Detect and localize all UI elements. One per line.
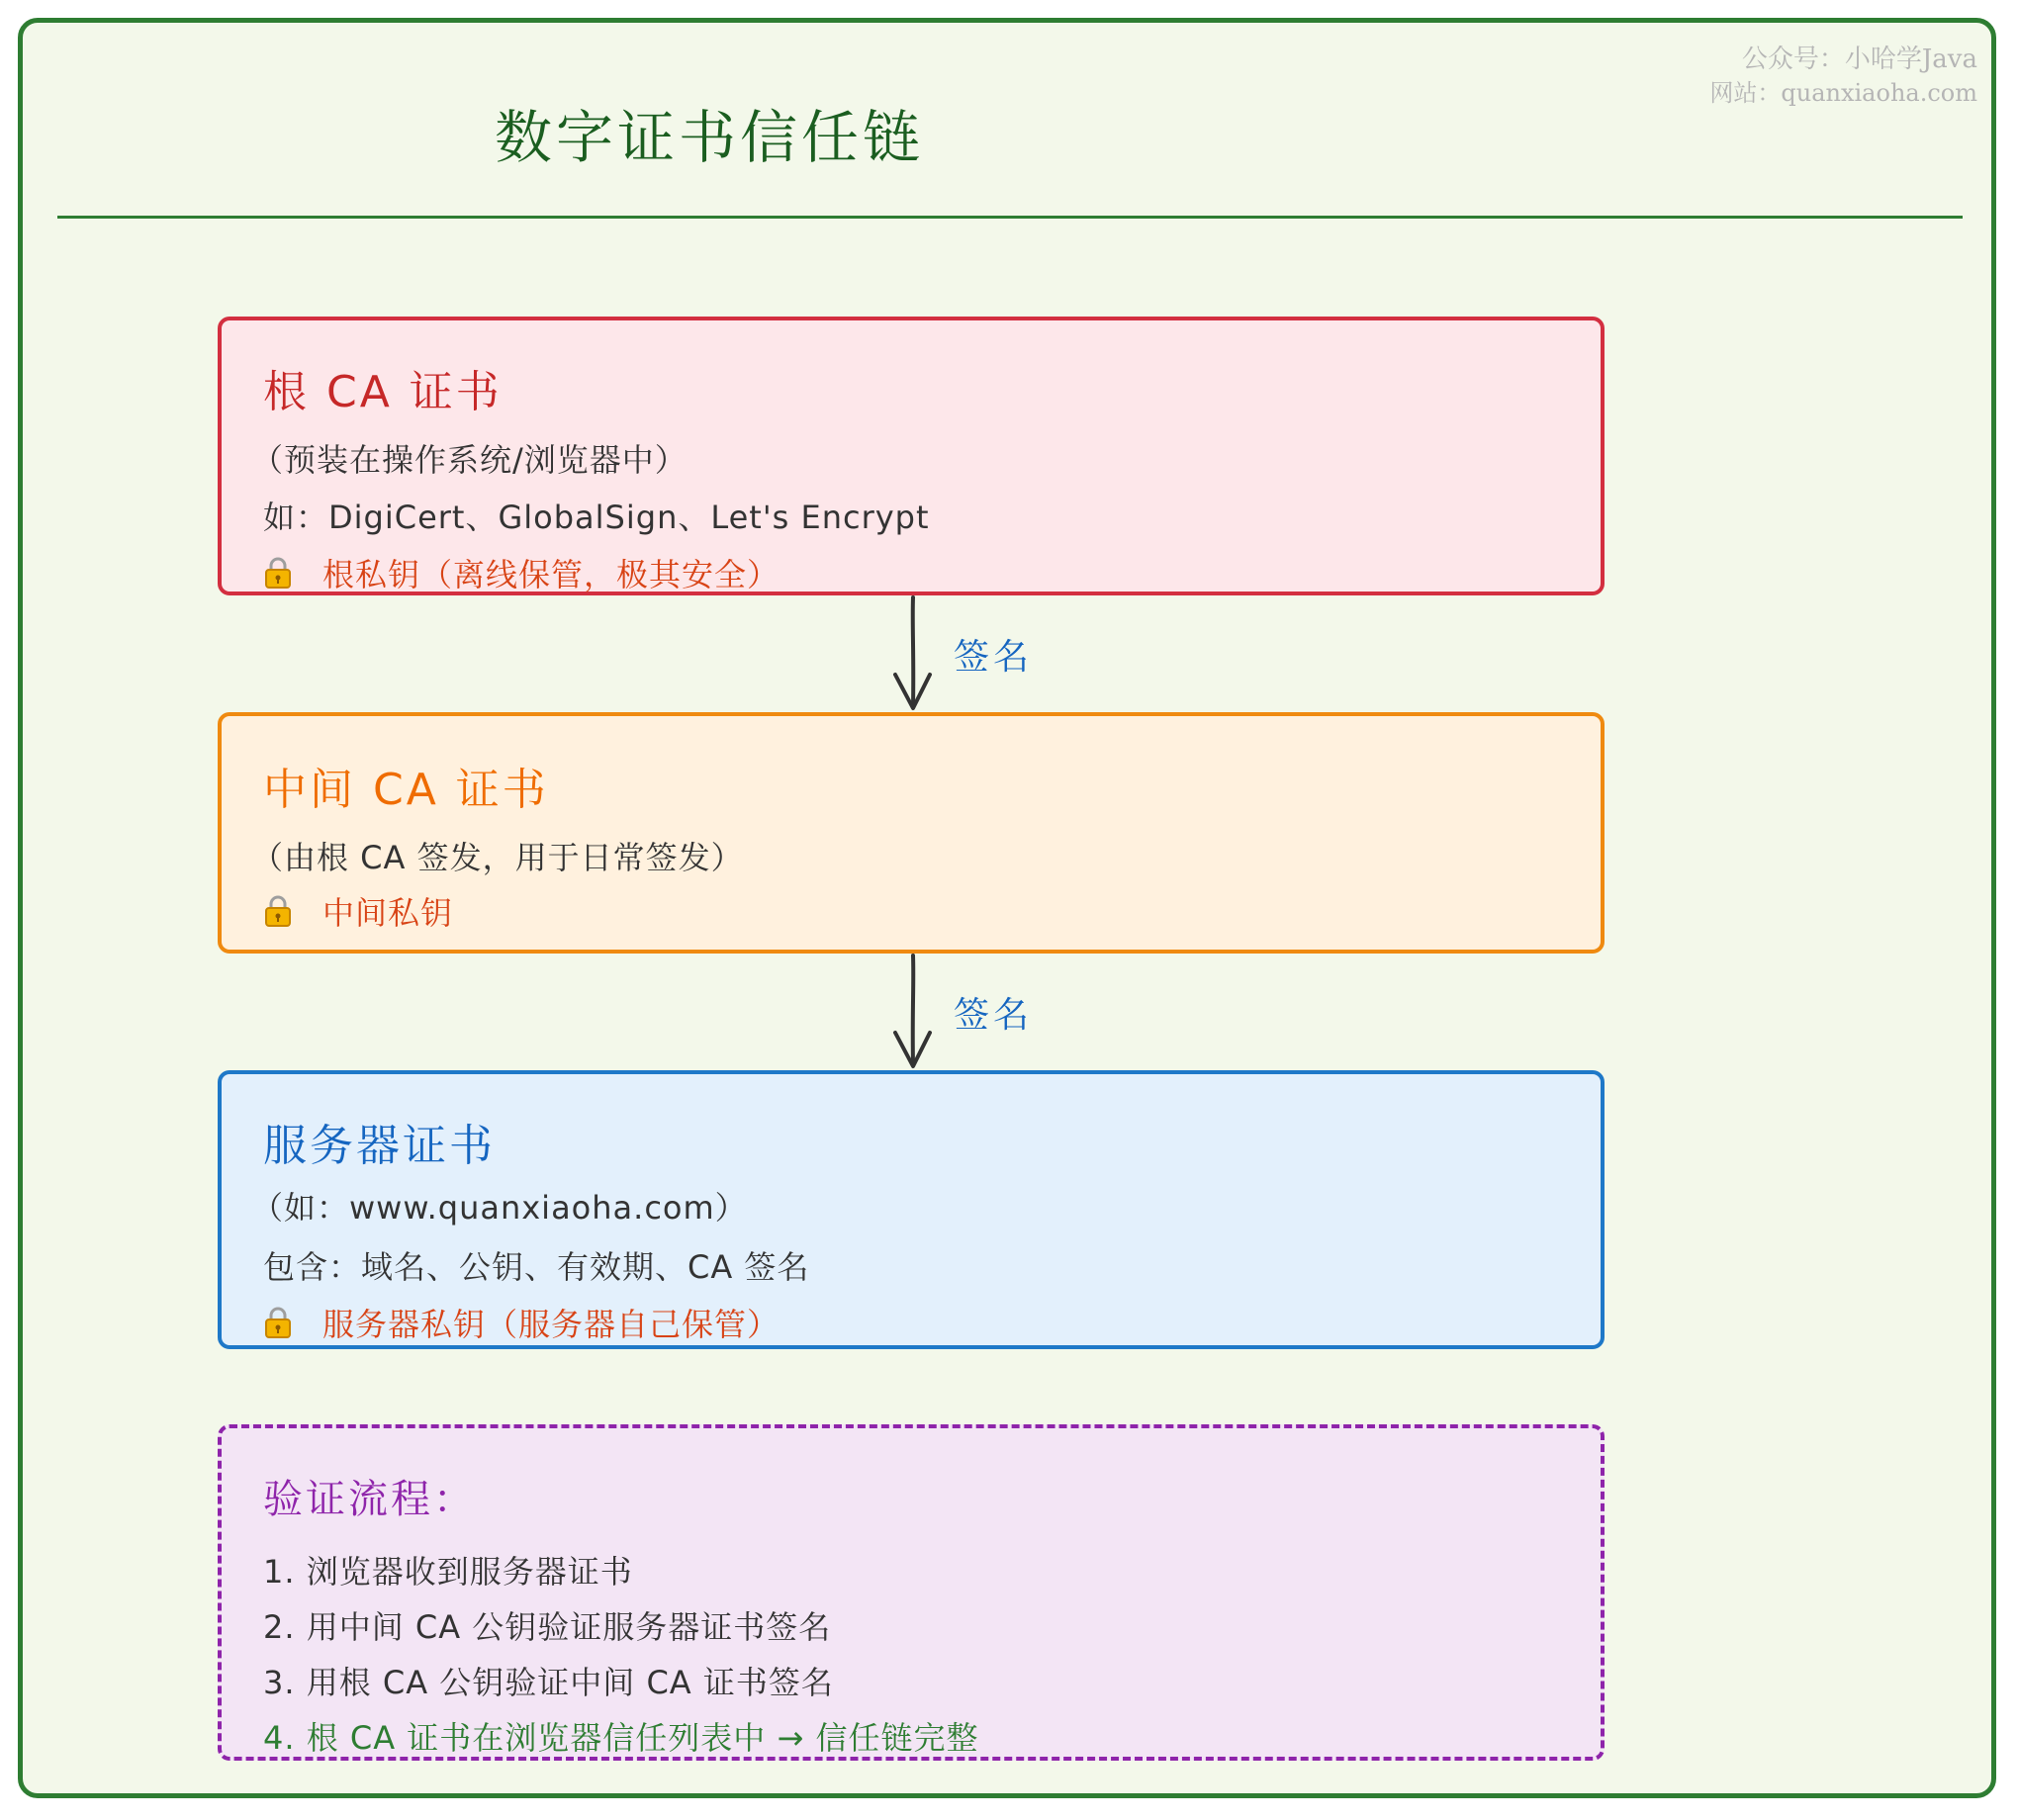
lock-icon (263, 556, 293, 590)
intermediate-ca-subtitle: （由根 CA 签发，用于日常签发） (251, 839, 744, 876)
root-ca-subtitle: （预装在操作系统/浏览器中） (251, 441, 688, 479)
verification-step: 1. 浏览器收到服务器证书 (263, 1553, 633, 1591)
server-cert-contents: 包含：域名、公钥、有效期、CA 签名 (263, 1248, 810, 1286)
watermark-line2: 网站：quanxiaoha.com (1709, 79, 1977, 107)
server-cert-box (218, 1070, 1605, 1349)
verification-heading: 验证流程： (263, 1477, 476, 1522)
root-ca-examples: 如：DigiCert、GlobalSign、Let's Encrypt (263, 499, 930, 536)
sign-arrow-1 (888, 595, 938, 712)
watermark-line1: 公众号：小哈学Java (1741, 45, 1977, 74)
root-ca-heading: 根 CA 证书 (263, 367, 503, 417)
root-private-key-text: 根私钥（离线保管，极其安全） (322, 556, 780, 593)
title-divider (57, 216, 1963, 219)
root-ca-box (218, 317, 1605, 595)
verification-step: 3. 用根 CA 公钥验证中间 CA 证书签名 (263, 1664, 834, 1701)
intermediate-ca-heading: 中间 CA 证书 (263, 765, 549, 815)
arrow-1-label: 签名 (954, 637, 1034, 678)
lock-icon (263, 1306, 293, 1339)
root-ca-private-key (263, 550, 780, 595)
lock-icon (263, 894, 293, 928)
intermediate-private-key-text: 中间私钥 (322, 894, 454, 932)
server-cert-heading: 服务器证书 (263, 1121, 496, 1171)
diagram-title: 数字证书信任链 (495, 104, 925, 171)
watermark (1709, 43, 1977, 110)
server-private-key-text: 服务器私钥（服务器自己保管） (322, 1306, 780, 1343)
server-cert-private-key (263, 1300, 780, 1345)
intermediate-ca-private-key (263, 888, 453, 934)
sign-arrow-2 (888, 954, 938, 1070)
verification-step-final: 4. 根 CA 证书在浏览器信任列表中 → 信任链完整 (263, 1719, 979, 1757)
server-cert-subtitle: （如：www.quanxiaoha.com） (251, 1189, 748, 1227)
verification-box (218, 1424, 1605, 1761)
verification-step: 2. 用中间 CA 公钥验证服务器证书签名 (263, 1608, 832, 1646)
arrow-2-label: 签名 (954, 995, 1034, 1036)
intermediate-ca-box (218, 712, 1605, 954)
